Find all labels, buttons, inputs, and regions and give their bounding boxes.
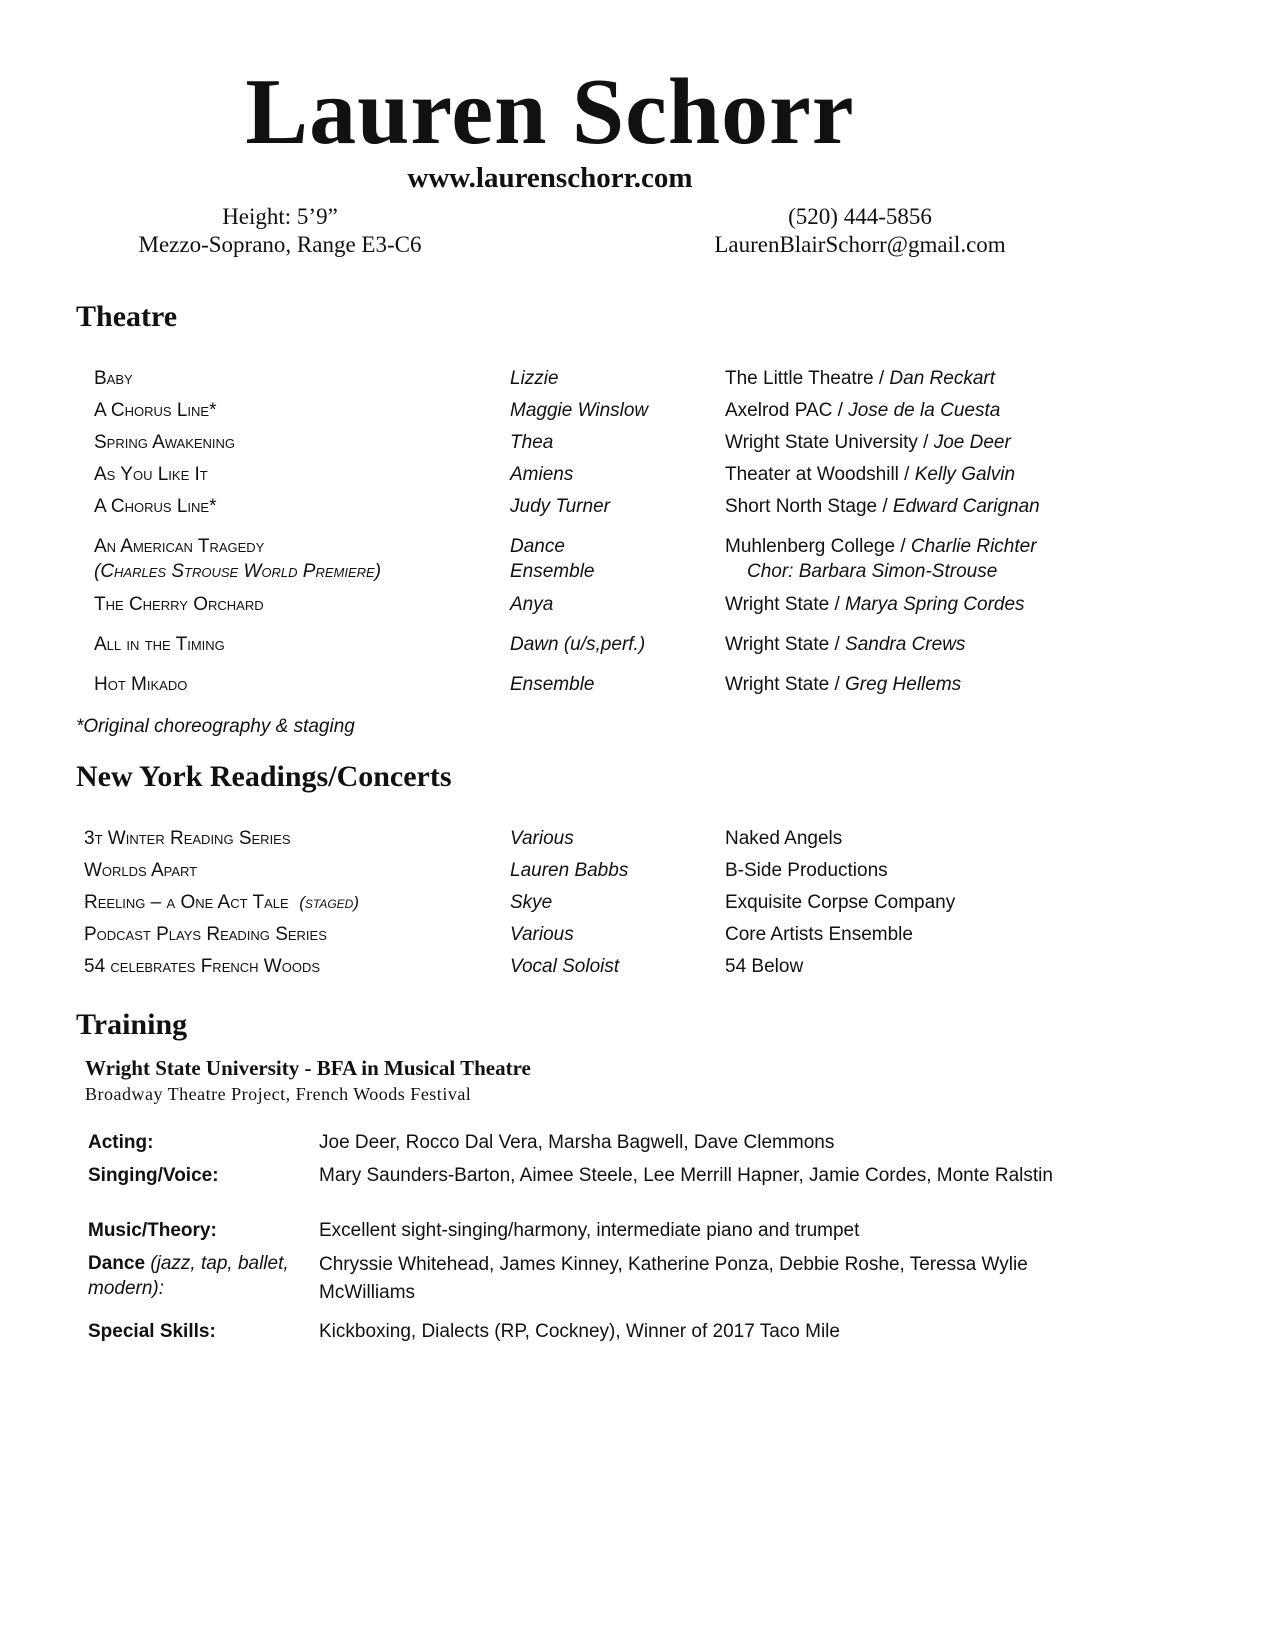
venue: 54 Below xyxy=(725,956,804,977)
role: Various xyxy=(510,828,574,849)
website-link[interactable]: www.laurenschorr.com xyxy=(407,162,693,194)
venue: B-Side Productions xyxy=(725,860,888,881)
show-title: A Chorus Line* xyxy=(94,400,217,421)
skill-value: Kickboxing, Dialects (RP, Cockney), Winner of 2017 Taco Mile xyxy=(319,1321,840,1342)
venue-director xyxy=(725,430,1195,455)
venue: Wright State University / xyxy=(725,432,934,453)
venue: Short North Stage / xyxy=(725,496,893,517)
director: Dan Reckart xyxy=(889,368,996,389)
role: Dance xyxy=(510,536,565,557)
venue-director xyxy=(725,366,1195,391)
show-title: Worlds Apart xyxy=(84,860,198,881)
contact-right xyxy=(670,203,1050,259)
contact-left xyxy=(110,203,450,259)
show-title: The Cherry Orchard xyxy=(94,594,264,615)
director: Edward Carignan xyxy=(892,496,1040,517)
director: Marya Spring Cordes xyxy=(845,594,1025,615)
venue: Muhlenberg College / xyxy=(725,536,911,557)
venue: Wright State / xyxy=(725,634,846,655)
footnote: *Original choreography & staging xyxy=(76,716,355,737)
role-line-2: Ensemble xyxy=(510,561,595,582)
role: Maggie Winslow xyxy=(510,400,649,421)
venue: Exquisite Corpse Company xyxy=(725,892,956,913)
show-title: Baby xyxy=(94,368,133,389)
role: Judy Turner xyxy=(510,496,610,517)
role: Lauren Babbs xyxy=(510,860,629,881)
phone-text: (520) 444-5856 xyxy=(788,204,932,229)
role: Ensemble xyxy=(510,674,595,695)
show-title: 54 celebrates French Woods xyxy=(84,956,321,977)
skill-value: Excellent sight-singing/harmony, intermediate piano and trumpet xyxy=(319,1220,860,1241)
section-title-theatre: Theatre xyxy=(76,300,178,333)
show-title: Reeling – a One Act Tale xyxy=(84,892,289,913)
director: Greg Hellems xyxy=(845,674,962,695)
director: Sandra Crews xyxy=(845,634,966,655)
venue-director xyxy=(725,398,1195,423)
show-title: Podcast Plays Reading Series xyxy=(84,924,327,945)
voice-range-text: Mezzo-Soprano, Range E3-C6 xyxy=(138,232,422,257)
role: Various xyxy=(510,924,574,945)
venue-director xyxy=(725,534,1195,584)
show-title: A Chorus Line* xyxy=(94,496,217,517)
venue: Naked Angels xyxy=(725,828,843,849)
role: Dawn (u/s,perf.) xyxy=(510,634,646,655)
show-title: All in the Timing xyxy=(94,634,225,655)
show-title-block xyxy=(84,890,484,915)
role-block xyxy=(510,534,710,584)
venue: Wright State / xyxy=(725,594,846,615)
email-link[interactable]: LaurenBlairSchorr@gmail.com xyxy=(714,232,1006,257)
skill-label: Acting: xyxy=(88,1132,154,1153)
venue: The Little Theatre / xyxy=(725,368,890,389)
venue-director xyxy=(725,632,1195,657)
role: Skye xyxy=(510,892,553,913)
show-title: As You Like It xyxy=(94,464,208,485)
section-title-readings: New York Readings/Concerts xyxy=(76,760,452,793)
skill-label: Special Skills: xyxy=(88,1321,216,1342)
skill-value: Chryssie Whitehead, James Kinney, Katherine Ponza, Debbie Roshe, Teressa Wylie McWilliams xyxy=(319,1254,1028,1303)
skill-label: Music/Theory: xyxy=(88,1220,217,1241)
school-degree: Wright State University - BFA in Musical Theatre xyxy=(85,1056,531,1080)
show-title: 3t Winter Reading Series xyxy=(84,828,291,849)
skill-label: Dance xyxy=(88,1253,146,1274)
skill-value: Mary Saunders-Barton, Aimee Steele, Lee Merrill Hapner, Jamie Cordes, Monte Ralstin xyxy=(319,1165,1053,1186)
director: Charlie Richter xyxy=(910,536,1037,557)
height-text: Height: 5’9” xyxy=(222,204,338,229)
venue-director xyxy=(725,462,1195,487)
show-title: Spring Awakening xyxy=(94,432,236,453)
skill-value: Joe Deer, Rocco Dal Vera, Marsha Bagwell, Dave Clemmons xyxy=(319,1132,835,1153)
skill-label: Singing/Voice: xyxy=(88,1165,219,1186)
role: Vocal Soloist xyxy=(510,956,620,977)
director: Jose de la Cuesta xyxy=(848,400,1001,421)
show-title: Hot Mikado xyxy=(94,674,188,695)
venue-director xyxy=(725,672,1195,697)
resume-name: Lauren Schorr xyxy=(245,60,855,164)
choreographer: Chor: Barbara Simon-Strouse xyxy=(747,561,998,582)
skill-label-block xyxy=(88,1251,308,1301)
show-title: An American Tragedy xyxy=(94,536,265,557)
venue: Theater at Woodshill / xyxy=(725,464,915,485)
role: Anya xyxy=(510,594,554,615)
venue: Core Artists Ensemble xyxy=(725,924,913,945)
venue: Wright State / xyxy=(725,674,846,695)
show-note: (staged) xyxy=(299,893,360,912)
role: Lizzie xyxy=(510,368,559,389)
role: Amiens xyxy=(510,464,574,485)
venue: Axelrod PAC / xyxy=(725,400,849,421)
section-title-training: Training xyxy=(76,1008,188,1041)
training-programs: Broadway Theatre Project, French Woods Festival xyxy=(85,1084,472,1104)
role: Thea xyxy=(510,432,554,453)
skill-label-note: (jazz, tap, ballet, modern): xyxy=(88,1253,289,1299)
venue-director xyxy=(725,494,1195,519)
show-note: (Charles Strouse World Premiere) xyxy=(94,561,382,582)
venue-director xyxy=(725,592,1195,617)
director: Joe Deer xyxy=(933,432,1011,453)
director: Kelly Galvin xyxy=(914,464,1016,485)
show-title-block xyxy=(94,534,494,584)
